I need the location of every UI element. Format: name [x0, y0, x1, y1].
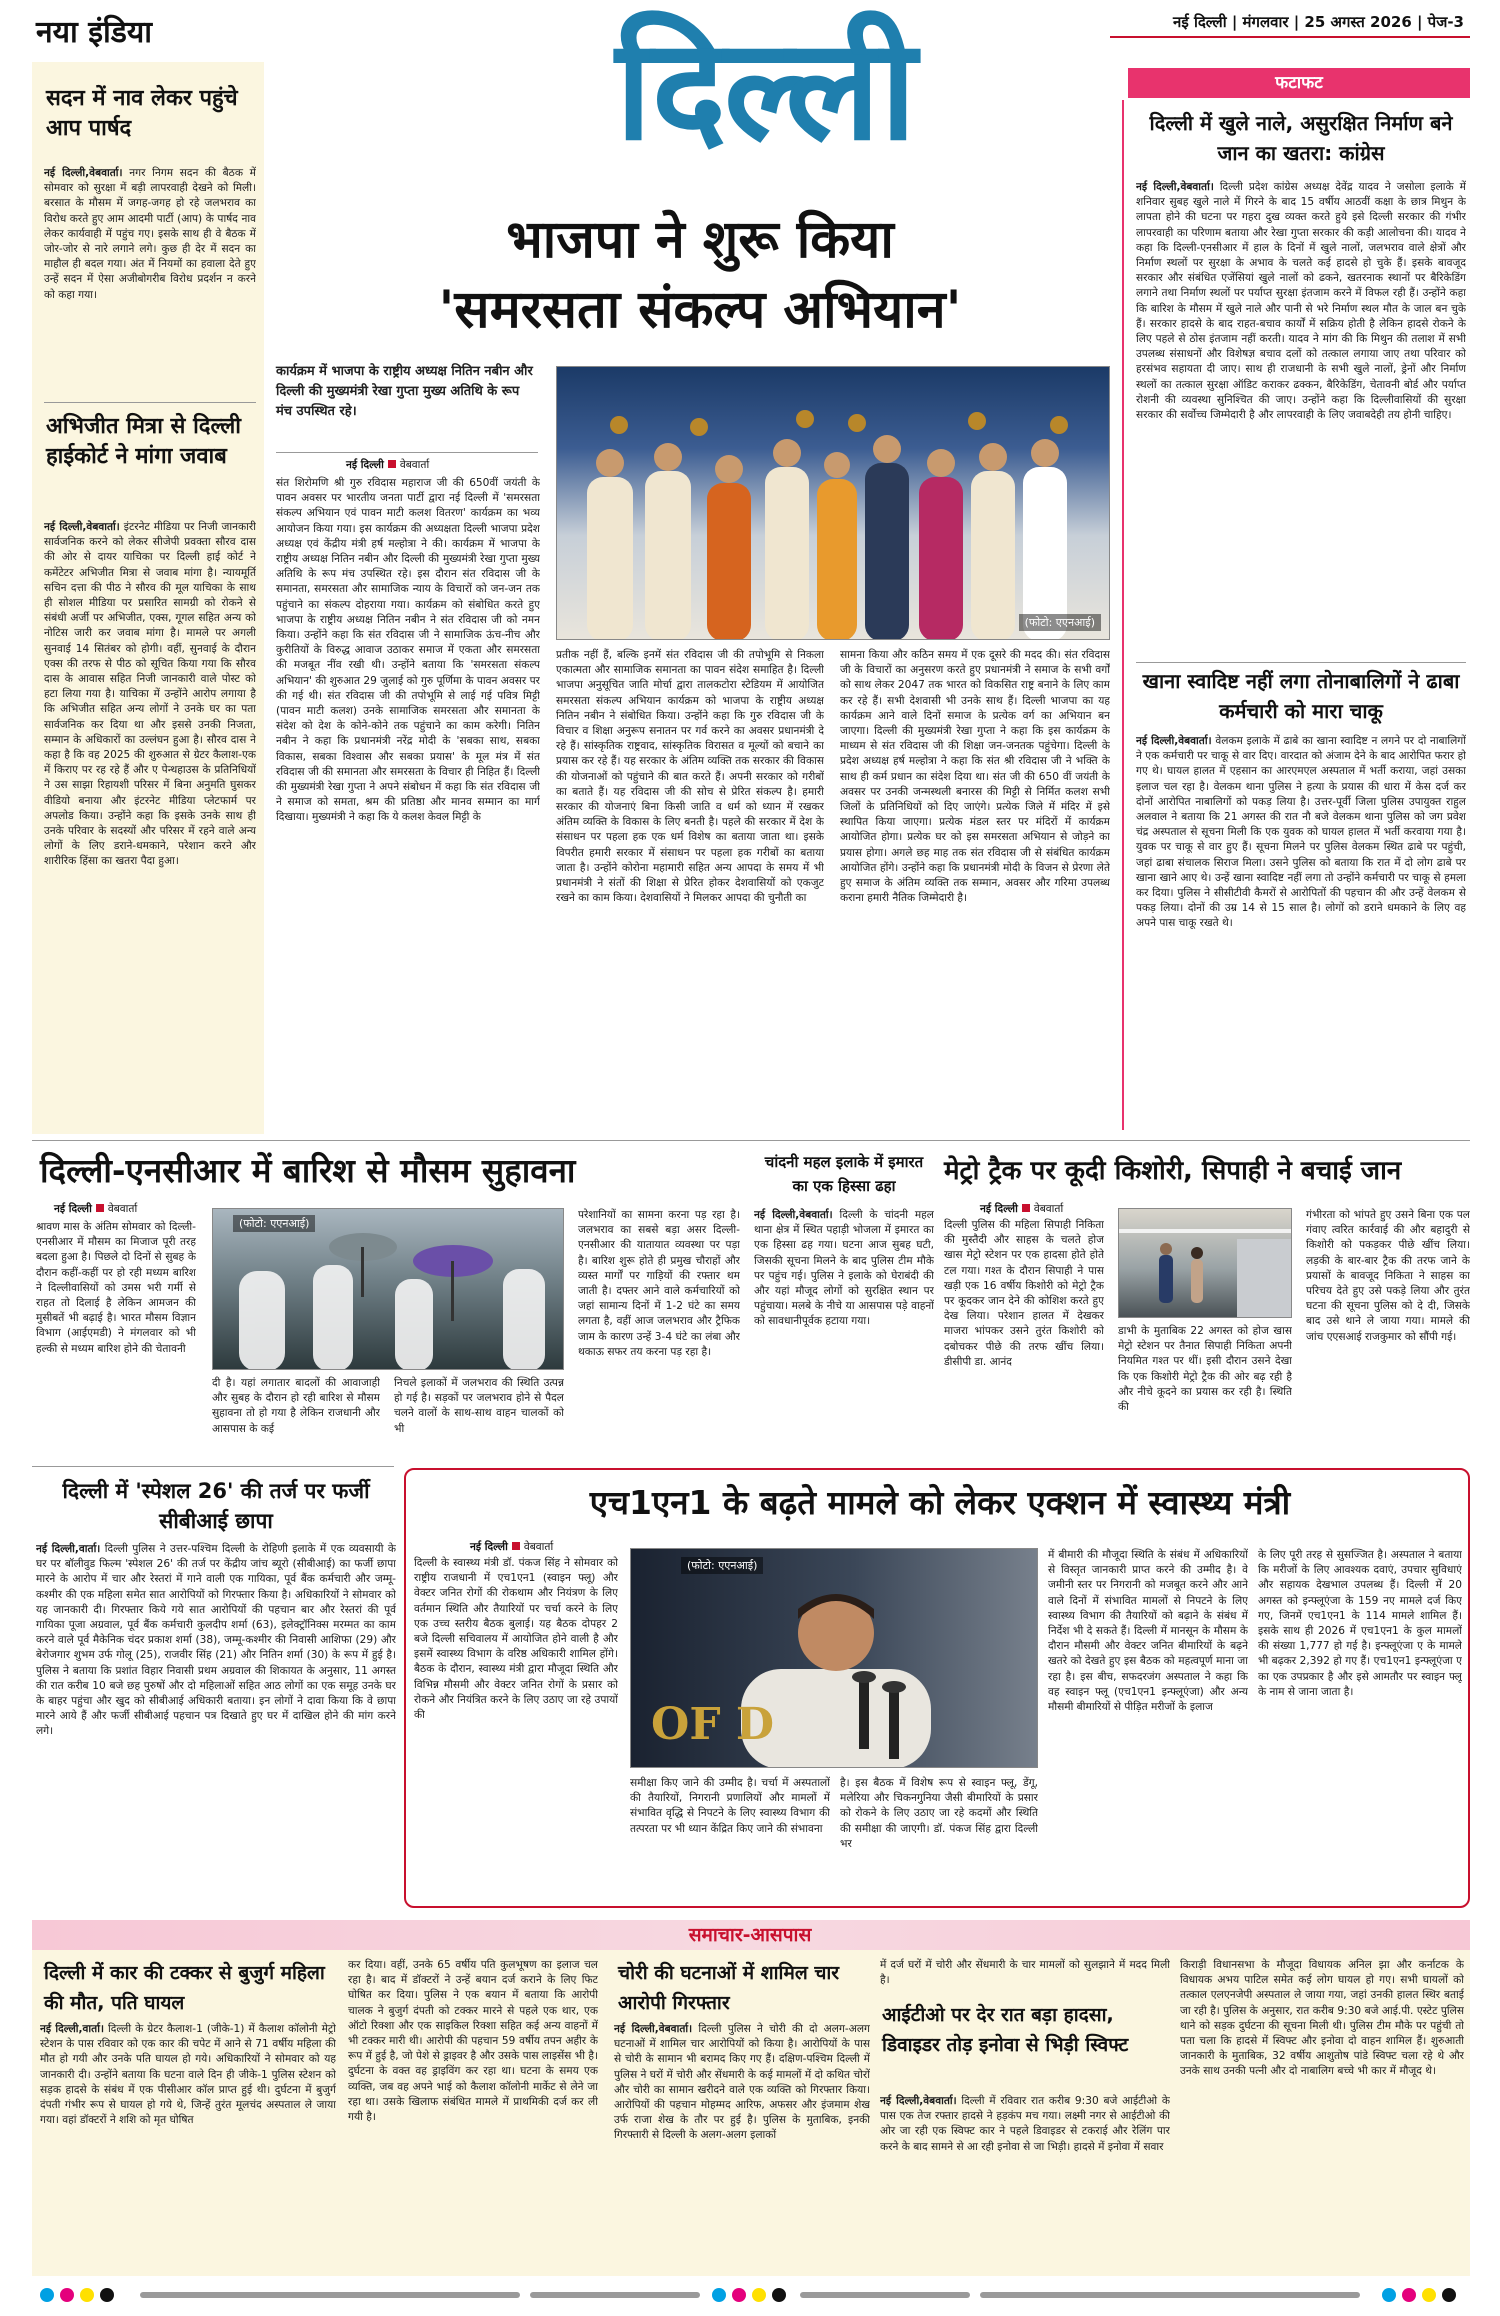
registration-dot: [1402, 2288, 1416, 2302]
lead-col-1: संत शिरोमणि श्री गुरु रविदास महाराज जी की 650वीं जयंती के पावन अवसर पर भारतीय जनता पार्टी द्वारा नई दिल्ली में 'समरसता संकल्प अभियान एवं पावन माटी कलश वितरण' कार्यक्रम का भव्य आयोजन किया गया। इस कार्यक्रम की अध्यक्षता दिल्ली भाजपा प्रदेश अध्यक्ष एवं केंद्रीय मंत्री हर्ष मल्होत्रा ने की। कार्यक्रम में भाजपा के राष्ट्रीय अध्यक्ष नितिन नबीन और दिल्ली की मुख्यमंत्री रेखा गुप्ता मुख्य अतिथि के रूप मंच उपस्थित रहे। इस दौरान संत रविदास जी के समानता, समरसता और सामाजिक न्याय के विचारों को जन-जन तक पहुंचाने का संकल्प दोहराया गया। कार्यक्रम को संबोधित करते हुए भाजपा के राष्ट्रीय अध्यक्ष नितिन नबीन ने संत रविदास जी को नमन किया। उन्होंने कहा कि संत रविदास जी ने सामाजिक ऊंच-नीच और कुरीतियों के विरुद्ध आवाज उठाकर समाज में एकता और समरसता की मजबूत नींव रखी थी। उन्होंने बताया कि 'समरसता संकल्प अभियान' की शुरुआत 29 जुलाई को गुरु पूर्णिमा के पावन अवसर पर की गई थी। संत रविदास जी की तपोभूमि से लाई गई पवित्र मिट्टी (पावन माटी कलश) उनके सामाजिक समरसता और समानता के संदेश को देश के कोने-कोने तक पहुंचाने का काम करेगी। नितिन नबीन ने कहा कि प्रधानमंत्री नरेंद्र मोदी के 'सबका साथ, सबका विकास, सबका विश्वास और सबका प्रयास' के मूल मंत्र में संत रविदास जी की समानता और समरसता के विचार ही निहित हैं। दिल्ली की मुख्यमंत्री रेखा गुप्ता ने अपने संबोधन में कहा कि संत रविदास जी ने समाज को समता, श्रम की प्रतिष्ठा और मानव सम्मान का मार्ग दिखाया। मुख्यमंत्री ने कहा कि ये कलश केवल मिट्टी के: [276, 477, 540, 824]
rain-col-3: निचले इलाकों में जलभराव की स्थिति उत्पन्न हो गई है। सड़कों पर जलभराव होने से पैदल चलने वालों के साथ-साथ वाहन चालकों को भी: [394, 1377, 564, 1435]
rain-col-2: दी है। यहां लगातार बादलों की आवाजाही और सुबह के दौरान हो रही बारिश से मौसम सुहावना तो हो गया है लेकिन राजधानी और आसपास के कई: [212, 1377, 380, 1435]
right-divider: [1136, 662, 1466, 663]
lead-headline-1: भाजपा ने शुरू किया: [506, 210, 894, 270]
right-story1-body: नई दिल्ली,वेबवार्ता। दिल्ली प्रदेश कांग्रेस अध्यक्ष देवेंद्र यादव ने जसोला इलाके में शनिवार सुबह खुले नाले में गिरने के बाद 15 वर्षीय आठवीं कक्षा के छात्र मिथुन के लापता होने की घटना पर गहरा दुख व्यक्त करते हुये इसे दिल्ली सरकार की गंभीर लापरवाही का परिणाम बताया और रेखा गुप्ता सरकार की कड़ी आलोचना की। यादव ने कहा कि दिल्ली-एनसीआर में हाल के दिनों में खुले नालों, जलभराव वाले क्षेत्रों और निर्माण स्थलों पर सुरक्षा के अभाव के चलते कई हादसे हो चुके हैं। इसके बावजूद सरकार और संबंधित एजेंसियां खुले नालों को ढकने, खतरनाक स्थानों पर बैरिकेडिंग लगाने तथा निर्माण स्थलों पर पर्याप्त सुरक्षा इंतजाम करने में विफल रही हैं। उन्होंने कहा कि बारिश के मौसम में खुले नाले और पानी से भरे निर्माण स्थल मौत के जाल बन चुके हैं। सरकार हादसे के बाद राहत-बचाव कार्यों में सक्रिय होती है लेकिन हादसे रोकने के लिए पहले से ठोस इंतजाम नहीं करती। यादव ने मांग की कि मिथुन की तलाश में सभी उपलब्ध संसाधनों और विशेषज्ञ बचाव दलों को तत्काल लगाया जाए तथा परिवार को हरसंभव सहायता दी जाए। साथ ही राजधानी के सभी खुले नालों, ड्रेनों और निर्माण स्थलों का तत्काल सुरक्षा ऑडिट कराकर ढक्कन, बैरिकेडिंग, चेतावनी बोर्ड और पर्याप्त रोशनी की व्यवस्था सुनिश्चित की जाए। उन्होंने कहा कि दिल्लीवासियों की सुरक्षा सरकार की सर्वोच्च जिम्मेदारी है और लापरवाही के लिए जवाबदेही तय होनी चाहिए।: [1136, 181, 1466, 422]
rain-col-4: परेशानियों का सामना करना पड़ रहा है। जलभराव का सबसे बड़ा असर दिल्ली-एनसीआर की यातायात व्यवस्था पर पड़ा है। बारिश शुरू होते ही प्रमुख चौराहों और व्यस्त मार्गों पर गाड़ियों की रफ्तार थम जाती है। दफ्तर आने वाले कर्मचारियों को जहां सामान्य दिनों में 1-2 घंटे का समय लगता है, वहीं आज जलभराव और ट्रैफिक जाम के कारण उन्हें 3-4 घंटे का लंबा और थकाऊ सफर तय करना पड़ रहा है।: [578, 1209, 740, 1358]
registration-dot: [752, 2288, 766, 2302]
chandni-headline: चांदनी महल इलाके में इमारत का एक हिस्सा ढहा: [764, 1153, 924, 1195]
metro-col-3: गंभीरता को भांपते हुए उसने बिना एक पल गंवाए त्वरित कार्रवाई की और बहादुरी से किशोरी को पकड़कर पीछे खींच लिया। लड़की के बार-बार ट्रैक की तरफ जाने के प्रयासों के बावजूद निकिता ने साहस का परिचय देते हुए उसे पकड़े लिया और तुरंत घटना की सूचना पुलिस को दे दी, जिसके बाद उसे थाने ले जाया गया। मामले की जांच एएसआई राजकुमार को सौंपी गई।: [1306, 1209, 1470, 1343]
lead-col-3: सामना किया और कठिन समय में एक दूसरे की मदद की। संत रविदास जी के विचारों का अनुसरण करते हुए प्रधानमंत्री ने समाज के सभी वर्गों को साथ लेकर 2047 तक भारत को विकसित राष्ट्र बनाने के लिए काम कर रहे हैं। सभी देशवासी भी उनके साथ हैं। दिल्ली भाजपा का यह कार्यक्रम आने वाले दिनों समाज के प्रत्येक वर्ग का अभियान बन जाएगा। दिल्ली की मुख्यमंत्री रेखा गुप्ता ने कहा कि इस कार्यक्रम के माध्यम से संत रविदास जी की शिक्षा जन-जनतक पहुंचेगा। दिल्ली के प्रदेश अध्यक्ष हर्ष मल्होत्रा ने कहा कि संत श्री रविदास जी ने भक्ति के साथ ही कर्म प्रधान का संदेश दिया था। संत जी की 650 वीं जयंती के अवसर पर उनकी जन्मस्थली बनारस की मिट्टी से निर्मित कलश सभी जिलों के प्रतिनिधियों को दिए जाएंगे। प्रत्येक जिले में मंदिर में इसे स्थापित किया जाएगा। प्रत्येक मंडल स्तर पर मंदिरों में कार्यक्रम आयोजित होगा। प्रत्येक घर को इस समरसता अभियान से जोड़ने का प्रयास होगा। अगले छह माह तक संत रविदास जी से संबंधित कार्यक्रम आयोजित होंगे। उन्होंने कहा कि प्रधानमंत्री मोदी के विजन से प्रेरणा लेते हुए समाज के अंतिम व्यक्ति तक सम्मान, अवसर और गरिमा उपलब्ध कराना हमारी नैतिक जिम्मेदारी है।: [840, 649, 1110, 905]
registration-dot: [100, 2288, 114, 2302]
registration-dot: [1382, 2288, 1396, 2302]
fatafat-label: फटाफट: [1128, 68, 1470, 98]
dateline: नई दिल्ली | मंगलवार | 25 अगस्त 2026 | पेज-3: [1173, 13, 1464, 31]
right-story2-headline: खाना स्वादिष्ट नहीं लगा तोनाबालिगों ने ढाबा कर्मचारी को मारा चाकू: [1142, 669, 1460, 723]
metro-byline: नई दिल्ली वेबवार्ता: [980, 1203, 1064, 1215]
brief3-body: नई दिल्ली,वेबवार्ता। दिल्ली में रविवार रात करीब 9:30 बजे आईटीओ के पास एक तेज रफ्तार हादसे ने हड़कंप मच गया। लक्ष्मी नगर से आईटीओ की ओर जा रही एक स्विफ्ट कार ने पहले डिवाइडर से टकराई और रेलिंग पार करने के बाद सामने से आ रही इनोवा से जा भिड़ी। हादसे में इनोवा में सवार: [880, 2095, 1170, 2153]
rain-headline: दिल्ली-एनसीआर में बारिश से मौसम सुहावना: [40, 1151, 576, 1190]
h1n1-col-3: है। इस बैठक में विशेष रूप से स्वाइन फ्लू, डेंगू, मलेरिया और चिकनगुनिया जैसी बीमारियों के प्रसार को रोकने के लिए उठाए जा रहे कदमों और स्थिति की समीक्षा की जाएगी। डॉ. पंकज सिंह द्वारा दिल्ली भर: [840, 1777, 1038, 1850]
brief1-body: नई दिल्ली,वार्ता। दिल्ली के ग्रेटर कैलाश-1 (जीके-1) में कैलाश कॉलोनी मेट्रो स्टेशन के पास रविवार को एक कार की चपेट में आने से 71 वर्षीय महिला की मौत हो गयी और उनके पति घायल हो गये। अधिकारियों ने सोमवार को यह जानकारी दी। उन्होंने बताया कि घटना वाले दिन ही जीके-1 पुलिस स्टेशन को सड़क हादसे के संबंध में एक पीसीआर कॉल प्राप्त हुई थी। दुर्घटना में बुजुर्ग दंपती गंभीर रूप से घायल हो गये थे, जिन्हें तुरंत मूलचंद अस्पताल ले जाया गया। वहां डॉक्टरों ने शशि को मृत घोषित: [40, 2023, 336, 2127]
left-story2-headline: अभिजीत मित्रा से दिल्ली हाईकोर्ट ने मांगा जवाब: [46, 414, 241, 469]
registration-dot: [732, 2288, 746, 2302]
brief2-body-2: में दर्ज घरों में चोरी और सेंधमारी के चार मामलों को सुलझाने में मदद मिली है।: [880, 1959, 1170, 1987]
brief2-body: नई दिल्ली,वेबवार्ता। दिल्ली पुलिस ने चोरी की दो अलग-अलग घटनाओं में शामिल चार आरोपियों को किया है। आरोपियों के पास से चोरी के सामान भी बरामद किए गए हैं। दक्षिण-पश्चिम दिल्ली में पुलिस ने घरों में चोरी और सेंधमारी के कई मामलों में दो कथित चोरों और चोरी का सामान खरीदने वाले एक व्यक्ति को गिरफ्तार किया। आरोपियों की पहचान मोहम्मद आरिफ, अफसर और इंजमाम शेख उर्फ राजा शेख के तौर पर हुई है। पुलिस के मुताबिक, इनकी गिरफ्तारी से दिल्ली के अलग-अलग इलाकों: [614, 2023, 870, 2142]
registration-dot: [772, 2288, 786, 2302]
metro-col-2: डाभी के मुताबिक 22 अगस्त को होज खास मेट्रो स्टेशन पर तैनात सिपाही निकिता अपनी नियमित गश्त पर थीं। इसी दौरान उसने देखा कि एक किशोरी मेट्रो ट्रैक की ओर बढ़ रही है और नीचे कूदने का प्रयास कर रही है। स्थिति की: [1118, 1325, 1292, 1414]
metro-photo: [1118, 1208, 1292, 1318]
h1n1-col-4: में बीमारी की मौजूदा स्थिति के संबंध में अधिकारियों से विस्तृत जानकारी प्राप्त करने की उम्मीद है। वे जमीनी स्तर पर निगरानी को मजबूत करने और आने वाले दिनों में संभावित मामलों से निपटने के लिए स्वास्थ्य विभाग की तैयारियों को बढ़ाने के संबंध में निर्देश भी दे सकते हैं। दिल्ली में मानसून के मौसम के दौरान मौसमी और वेक्टर जनित बीमारियों के बढ़ने खतरे को देखते हुए इस बैठक को महत्वपूर्ण माना जा रहा है। इस बीच, सफदरजंग अस्पताल ने कहा कि वह स्वाइन फ्लू (एच1एन1 इन्फ्लूएंजा) और अन्य मौसमी बीमारियों से पीड़ित मरीजों के इलाज: [1048, 1549, 1248, 1714]
registration-rule: [800, 2292, 970, 2298]
section-title: दिल्ली: [615, 9, 915, 172]
rain-photo-scene: [213, 1209, 564, 1370]
right-story1-headline: दिल्ली में खुले नाले, असुरक्षित निर्माण बने जान का खतरा: कांग्रेस: [1149, 111, 1453, 165]
rain-photo-credit: (फोटो: एएनआई): [233, 1215, 315, 1232]
registration-dot: [712, 2288, 726, 2302]
h1n1-photo: [630, 1548, 1038, 1768]
registration-bar: [0, 2280, 1500, 2310]
cbi-headline: दिल्ली में 'स्पेशल 26' की तर्ज पर फर्जी सीबीआई छापा: [62, 1479, 370, 1533]
brief3-headline: आईटीओ पर देर रात बड़ा हादसा, डिवाइडर तोड़ इनोवा से भिड़ी स्विफ्ट: [882, 2004, 1129, 2056]
page-divider-1: [32, 1140, 1470, 1141]
right-story2-body: नई दिल्ली,वेबवार्ता। वेलकम इलाके में ढाबे का खाना स्वादिष्ट न लगने पर दो नाबालिगों ने एक कर्मचारी पर चाकू से वार दिए। वारदात को अंजाम देने के बाद आरोपित फरार हो गए थे। घायल हालत में एहसान का आरएमएल अस्पताल में भर्ती कराया, जहां उसका इलाज चल रहा है। वेलकम थाना पुलिस ने हत्या के प्रयास की धारा में केस दर्ज कर दोनों आरोपित नाबालिगों को पकड़ लिया है। उत्तर-पूर्वी जिला पुलिस उपायुक्त राहुल अलवाल ने बताया कि 21 अगस्त की रात नौ बजे वेलकम थाना पुलिस को जग प्रवेश चंद्र अस्पताल से सूचना मिली कि एक युवक को घायल हालत में भर्ती करवाया गया है। युवक पर चाकू से वार हुए हैं। सूचना मिलने पर पुलिस वेलकम स्थित ढाबे पर पहुंची, जहां ढाबा संचालक सिराज मिला। उसने पुलिस को बताया कि रात में दो लोग ढाबे पर खाना खाने आए थे। उन्हें खाना स्वादिष्ट नहीं लगा तो उन्होंने कर्मचारी पर चाकू से हमला कर दिया। पुलिस ने सीसीटीवी कैमरों से आरोपितों की पहचान की और उन्हें वेलकम से पकड़ लिया। दोनों की उम्र 14 से 15 साल है। लोगों को डराने धमकाने के लिए वह अपने पास चाकू रखते थे।: [1136, 735, 1466, 930]
metro-headline: मेट्रो ट्रैक पर कूदी किशोरी, सिपाही ने बचाई जान: [944, 1156, 1402, 1186]
h1n1-col-2: समीक्षा किए जाने की उम्मीद है। चर्चा में अस्पतालों की तैयारियों, निगरानी प्रणालियों और मामलों में संभावित वृद्धि से निपटने के लिए स्वास्थ्य विभाग की तत्परता पर भी ध्यान केंद्रित किए जाने की संभावना: [630, 1777, 830, 1835]
page-divider-2: [32, 1466, 394, 1467]
brief2-headline: चोरी की घटनाओं में शामिल चार आरोपी गिरफ्तार: [618, 1962, 840, 2014]
lead-photo-credit: (फोटो: एएनआई): [1019, 614, 1101, 631]
brief1-headline: दिल्ली में कार की टक्कर से बुजुर्ग महिला की मौत, पति घायल: [44, 1962, 325, 2014]
lead-byline: नई दिल्ली वेबवार्ता: [346, 459, 430, 471]
brief3-body-2: किराड़ी विधानसभा के मौजूदा विधायक अनिल झा और कर्नाटक के विधायक अभय पाटिल समेत कई लोग घायल हो गए। सभी घायलों को तत्काल एलएनजेपी अस्पताल ले जाया गया, जहां उनकी हालत स्थिर बताई जा रही है। पुलिस के अनुसार, रात करीब 9:30 बजे आई.पी. एस्टेट पुलिस थाने को सड़क दुर्घटना की सूचना मिली थी। पुलिस टीम मौके पर पहुंची तो पता चला कि हादसे में स्विफ्ट और इनोवा दो वाहन शामिल हैं। शुरुआती जानकारी के मुताबिक, 32 वर्षीय आशुतोष पांडे स्विफ्ट चला रहे थे और उनके साथ उनकी पत्नी और दो नाबालिग बच्चे भी कार में मौजूद थे।: [1180, 1959, 1464, 2078]
right-column-rule: [1122, 100, 1124, 1130]
h1n1-col-1: दिल्ली के स्वास्थ्य मंत्री डॉ. पंकज सिंह ने सोमवार को राष्ट्रीय राजधानी में एच1एन1 (स्वाइन फ्लू) और वेक्टर जनित रोगों की रोकथाम और नियंत्रण के लिए वर्तमान स्थिति और तैयारियों पर चर्चा करने के लिए एक उच्च स्तरीय बैठक बुलाई। यह बैठक दोपहर 2 बजे दिल्ली सचिवालय में आयोजित होने वाली है और इसमें स्वास्थ्य विभाग के वरिष्ठ अधिकारी शामिल होंगे। बैठक के दौरान, स्वास्थ्य मंत्री द्वारा मौजूदा स्थिति और विभिन्न मौसमी और वेक्टर जनित रोगों के प्रसार को रोकने और नियंत्रित करने के लिए उठाए जा रहे उपायों की: [414, 1557, 618, 1722]
lead-headline-2: 'समरसता संकल्प अभियान': [438, 280, 962, 340]
registration-dot: [40, 2288, 54, 2302]
h1n1-photo-text: OF D: [651, 1699, 775, 1750]
registration-dot: [1442, 2288, 1456, 2302]
left-story1-body: नई दिल्ली,वेबवार्ता। नगर निगम सदन की बैठक में सोमवार को सुरक्षा में बड़ी लापरवाही देखने को मिली। बरसात के मौसम में जगह-जगह हो रहे जलभराव का विरोध करते हुए आम आदमी पार्टी (आप) के पार्षद नाव लेकर कार्यवाही में पहुंच गए। इसके साथ ही वे बैठक में जोर-जोर से नारे लगाने लगे। कुछ ही देर में सदन का माहौल ही बदल गया। अंत में नियमों का हवाला देते हुए उन्हें सदन में ऐसा अजीबोगरीब विरोध प्रदर्शन न करने को कहा गया।: [44, 167, 256, 301]
h1n1-byline: नई दिल्ली वेबवार्ता: [470, 1541, 554, 1553]
h1n1-col-5: के लिए पूरी तरह से सुसज्जित है। अस्पताल ने बताया कि मरीजों के लिए आवश्यक दवाएं, उपचार सुविधाएं और सहायक देखभाल उपलब्ध हैं। दिल्ली में 20 अगस्त को इन्फ्लूएंजा के 159 नए मामले दर्ज किए गए, जिनमें एच1एन1 के 114 मामले शामिल हैं। इसके साथ ही 2026 में एच1एन1 के कुल मामलों की संख्या 1,777 हो गई है। इन्फ्लूएंजा ए के मामले भी बढ़कर 2,392 हो गए हैं। एच1एन1 इन्फ्लूएंजा ए का एक उपप्रकार है और इसे आमतौर पर स्वाइन फ्लू के नाम से जाना जाता है।: [1258, 1549, 1462, 1698]
cbi-body: नई दिल्ली,वार्ता। दिल्ली पुलिस ने उत्तर-पश्चिम दिल्ली के रोहिणी इलाके में एक व्यवसायी के घर पर बॉलीवुड फिल्म 'स्पेशल 26' की तर्ज पर केंद्रीय जांच ब्यूरो (सीबीआई) का फर्जी छापा मारने के आरोप में चार और रेस्तरां में गाने वाली एक गायिका, पूर्व बैंक कर्मचारी और जम्मू-कश्मीर की एक महिला समेत सात आरोपियों को गिरफ्तार किया है। अधिकारियों ने सोमवार को यह जानकारी दी। गिरफ्तार किये गये सात आरोपियों की पहचान बार और रेस्तरां की पूर्व गायिका पूजा अग्रवाल, पूर्व बैंक कर्मचारी कुलदीप शर्मा (63), इलेक्ट्रॉनिक्स मरम्मत का काम करने वाले पूर्व मैकेनिक चंदर प्रकाश शर्मा (38), जम्मू-कश्मीर की निवासी आशिफा (29) और बेरोजगार शुभम उर्फ गोलू (25), राजवीर सिंह (21) और नितिन शर्मा (30) के रूप में हुई है। पुलिस ने बताया कि प्रशांत विहार निवासी प्रथम अग्रवाल की शिकायत के अनुसार, 11 अगस्त की रात करीब 10 बजे छह पुरुषों और दो महिलाओं सहित आठ लोगों का एक समूह उनके घर के बाहर पहुंचा और खुद को सीबीआई अधिकारी बताया। इन लोगों ने दावा किया कि वे छापा मारने आये हैं और फर्जी सीबीआई पहचान पत्र दिखाते हुए घर में दाखिल होने की मांग करने लगे।: [36, 1543, 396, 1738]
rain-byline: नई दिल्ली वेबवार्ता: [54, 1203, 138, 1215]
left-story1-headline: सदन में नाव लेकर पहुंचे आप पार्षद: [46, 86, 238, 141]
h1n1-headline: एच1एन1 के बढ़ते मामले को लेकर एक्शन में स्वास्थ्य मंत्री: [589, 1483, 1291, 1522]
dateline-rule: [1110, 36, 1470, 38]
paper-name: नया इंडिया: [36, 15, 152, 50]
lead-photo: [556, 366, 1110, 640]
metro-col-1: दिल्ली पुलिस की महिला सिपाही निकिता की मुस्तैदी और साहस के चलते होज खास मेट्रो स्टेशन पर एक हादसा होते होते टल गया। गश्त के दौरान सिपाही ने पास खड़ी एक 16 वर्षीय किशोरी को मेट्रो ट्रैक पर कूदकर जान देने की कोशिश करते हुए देख लिया। परेशान हालत में देखकर माजरा भांपकर उसने तुरंत किशोरी को दबोचकर पीछे की तरफ खींच लिया। डीसीपी डा. आनंद: [944, 1219, 1104, 1368]
registration-dot: [60, 2288, 74, 2302]
chandni-body: नई दिल्ली,वेबवार्ता। दिल्ली के चांदनी महल थाना क्षेत्र में स्थित पहाड़ी भोजला में इमारत का एक हिस्सा ढह गया। घटना आज सुबह घटी, जिसकी सूचना मिलने के बाद पुलिस टीम मौके पर पहुंच गई। पुलिस ने इलाके को घेराबंदी की और यहां मौजूद लोगों को सुरक्षित स्थान पर पहुंचाया। मलबे के नीचे या आसपास पड़े वाहनों को सावधानीपूर्वक हटाया गया।: [754, 1209, 934, 1328]
registration-dot: [80, 2288, 94, 2302]
registration-rule: [140, 2292, 520, 2298]
metro-photo-scene: [1119, 1209, 1292, 1318]
h1n1-photo-credit: (फोटो: एएनआई): [681, 1557, 763, 1574]
rain-col-1: श्रावण मास के अंतिम सोमवार को दिल्ली-एनसीआर में मौसम का मिजाज पूरी तरह बदला हुआ है। पिछले दो दिनों से सुबह के दौरान कहीं-कहीं पर हो रही मध्यम बारिश ने दिल्लीवासियों को उमस भरी गर्मी से राहत तो दिलाई है लेकिन आमजन की मुसीबतें भी बढ़ाई है। भारत मौसम विज्ञान विभाग (आईएमडी) ने मंगलवार को भी हल्की से मध्यम बारिश होने की चेतावनी: [36, 1221, 196, 1355]
lead-deck-rule: [276, 452, 538, 453]
left-story2-body: नई दिल्ली,वेबवार्ता। इंटरनेट मीडिया पर निजी जानकारी सार्वजनिक करने को लेकर सीजेपी प्रवक्ता सौरव दास की ओर से दायर याचिका पर दिल्ली हाई कोर्ट ने कमेंटेटर अभिजीत मित्रा से जवाब मांगा है। न्यायमूर्ति सचिन दत्ता की पीठ ने सौरव की मूल याचिका के साथ ही सोशल मीडिया पर प्रसारित सामग्री को रोकने से संबंधी अर्जी पर अभिजीत, एक्स, गूगल सहित अन्य को नोटिस जारी कर जवाब मांगा है। मामले पर अगली सुनवाई 14 सितंबर को होगी। वहीं, सुनवाई के दौरान एक्स की तरफ से पीठ को सूचित किया गया कि सौरव दास के आवास सहित निजी जानकारी वाले पोस्ट को हटा लिया गया है। याचिका में उन्होंने आरोप लगाया है कि अभिजीत सहित अन्य लोगों ने उनके घर का पता सार्वजनिक कर दिया था और इससे उनकी निजता, सम्मान के अधिकारों का उल्लंघन हुआ है। सौरव दास ने कहा है कि वह 2025 की शुरुआत से ग्रेटर कैलाश-एक में किराए पर रह रहे हैं और ए पेन्थहाउस के प्रतिनिधियों ने उस साझा रिहायशी परिसर में बिना अनुमति घुसकर वीडियो बनाया और इंटरनेट मीडिया प्लेटफार्म पर अपलोड किया। उन्होंने कहा कि इसके उनके साथ ही उनके परिवार के सदस्यों और परिसर में रहने वाले अन्य लोगों के लिए डराने-धमकाने, परेशान करने और शारीरिक हिंसा का खतरा पैदा हुआ।: [44, 521, 256, 868]
lead-deck: कार्यक्रम में भाजपा के राष्ट्रीय अध्यक्ष नितिन नबीन और दिल्ली की मुख्यमंत्री रेखा गुप्ता मुख्य अतिथि के रूप मंच उपस्थित रहे।: [276, 364, 533, 419]
rain-photo: [212, 1208, 564, 1370]
registration-rule: [980, 2292, 1360, 2298]
lead-col-2: प्रतीक नहीं हैं, बल्कि इनमें संत रविदास जी की तपोभूमि से निकला एकात्मता और सामाजिक समानता का पावन संदेश समाहित है। दिल्ली भाजपा अनुसूचित जाति मोर्चा द्वारा तालकटोरा स्टेडियम में आयोजित समरसता संकल्प अभियान कार्यक्रम को भाजपा के राष्ट्रीय अध्यक्ष नितिन नबीन ने संबोधित किया। उन्होंने कहा कि गुरु रविदास जी के विचार व शिक्षा अनुरूप सनातन पर गर्व करने का अवसर प्रधानमंत्री दे रहे हैं। सांस्कृतिक राष्ट्रवाद, सांस्कृतिक विरासत व मूल्यों को बचाने का प्रयास कर रहे हैं। यह सरकार के अंतिम व्यक्ति तक सरकार की विकास की योजनाओं को पहुंचाने की बात करते हैं। अपनी सरकार को गरीबों का बताते हैं। यह रविदास जी की सोच से प्रेरित संकल्प है। हमारी सरकार की योजनाएं बिना किसी जाति व धर्म को ध्यान में रखकर अंतिम व्यक्ति के विकास के लिए बनती है। पहले की सरकार में देश के संसाधन पर पहला हक एक धर्म विशेष का बताया जाता था। इसके विपरीत हमारी सरकार में संसाधन पर पहला हक गरीबों का बताया जाता है। उन्होंने कोरोना महामारी सहित अन्य आपदा के समय में भी प्रधानमंत्री ने संतों की शिक्षा से प्रेरित होकर देशवासियों को एकजुट रखने का काम किया। देशवासियों ने मिलकर आपदा की चुनौती का: [556, 649, 824, 905]
brief1-body-2: कर दिया। वहीं, उनके 65 वर्षीय पति कुलभूषण का इलाज चल रहा है। बाद में डॉक्टरों ने उन्हें बयान दर्ज कराने के लिए फिट घोषित कर दिया। पुलिस ने एक बयान में बताया कि आरोपी चालक ने बुजुर्ग दंपती को टक्कर मारने से पहले एक थार, एक ऑटो रिक्शा और एक साइकिल रिक्शा सहित कई अन्य वाहनों में भी टक्कर मारी थी। आरोपी की पहचान 59 वर्षीय तपन अहीर के रूप में हुई है, जो पेशे से ड्राइवर है और उसके पास लाइसेंस भी है। दुर्घटना के वक्त वह ड्राइविंग कर रहा था। घटना के समय एक व्यक्ति, जब वह अपने भाई को कैलाश कॉलोनी मार्केट से लेने जा रहा था। उसके खिलाफ संबंधित मामले में प्राथमिकी दर्ज कर ली गयी है।: [348, 1959, 598, 2124]
registration-dot: [1422, 2288, 1436, 2302]
briefs-label: समाचार-आसपास: [688, 1924, 812, 1946]
registration-rule: [530, 2292, 700, 2298]
lead-photo-people: [557, 367, 1110, 640]
left-divider: [44, 402, 256, 403]
